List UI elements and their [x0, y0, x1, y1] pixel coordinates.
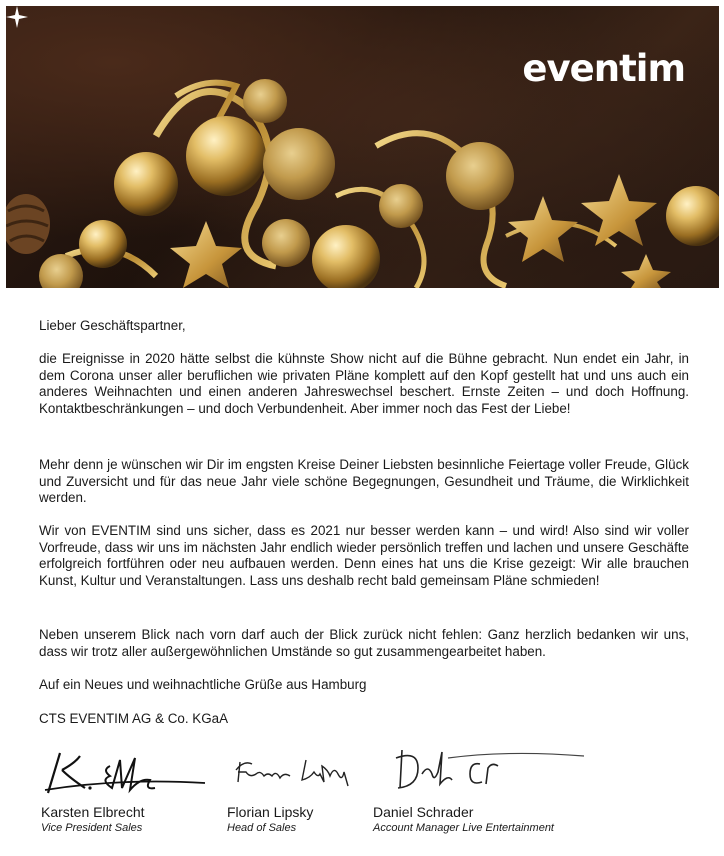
- signer-2-name: Florian Lipsky: [227, 804, 314, 820]
- paragraph-3: Wir von EVENTIM sind uns sicher, dass es 2021 nur besser werden kann – und wird! Also sind wir voller Vorfreude, dass wir uns im nächsten Jahr endlich wieder persönlich treffen und lachen und unsere Geschäfte erfolgreich fortführen oder neu aufbauen werden. Denn eines hat uns die Krise gezeigt: Wir alle brauchen Kunst, Kultur und Veranstaltungen. Lass uns deshalb recht bald gemeinsam Pläne schmieden!: [39, 523, 689, 588]
- signer-1-name: Karsten Elbrecht: [41, 804, 145, 820]
- signer-3-name: Daniel Schrader: [373, 804, 474, 820]
- signer-2-role: Head of Sales: [227, 822, 297, 834]
- signer-1-role: Vice President Sales: [41, 822, 143, 834]
- signature-block: [0, 738, 724, 848]
- signer-3-role: Account Manager Live Entertainment: [373, 822, 554, 834]
- paragraph-4: Neben unserem Blick nach vorn darf auch der Blick zurück nicht fehlen: Ganz herzlich bedanken wir uns, dass wir trotz aller außergewöhnlichen Umstände so gut zusammengearbeitet haben.: [39, 627, 689, 659]
- paragraph-2: Mehr denn je wünschen wir Dir im engsten Kreise Deiner Liebsten besinnliche Feiertage voller Freude, Glück und Zuversicht und für das neue Jahr viele schöne Begegnungen, Gesundheit und Träume, die Wirklichkeit werden.: [39, 457, 689, 506]
- signature-florian-lipsky: [232, 752, 362, 792]
- sparkle-icon: [6, 6, 28, 28]
- eventim-logo: eventim: [522, 47, 685, 90]
- signature-daniel-schrader: [388, 744, 588, 796]
- letter-salutation: Lieber Geschäftspartner,: [39, 318, 186, 333]
- company-name: CTS EVENTIM AG & Co. KGaA: [39, 711, 229, 726]
- paragraph-1: die Ereignisse in 2020 hätte selbst die kühnste Show nicht auf die Bühne gebracht. Nun endet ein Jahr, in dem Corona unser aller beruflichen wie privaten Pläne komplett auf den Kopf gestellt hat und uns auch ein anderes Weihnachten und einen anderen Jahreswechsel beschert. Ernste Zeiten – und doch Hoffnung. Kontaktbeschränkungen – und doch Verbundenheit. Aber immer noch das Fest der Liebe!: [39, 351, 689, 416]
- pine-cone: [6, 194, 50, 254]
- christmas-banner: [6, 6, 719, 288]
- signature-karsten-elbrecht: [40, 748, 210, 798]
- closing-greeting: Auf ein Neues und weihnachtliche Grüße aus Hamburg: [39, 677, 367, 692]
